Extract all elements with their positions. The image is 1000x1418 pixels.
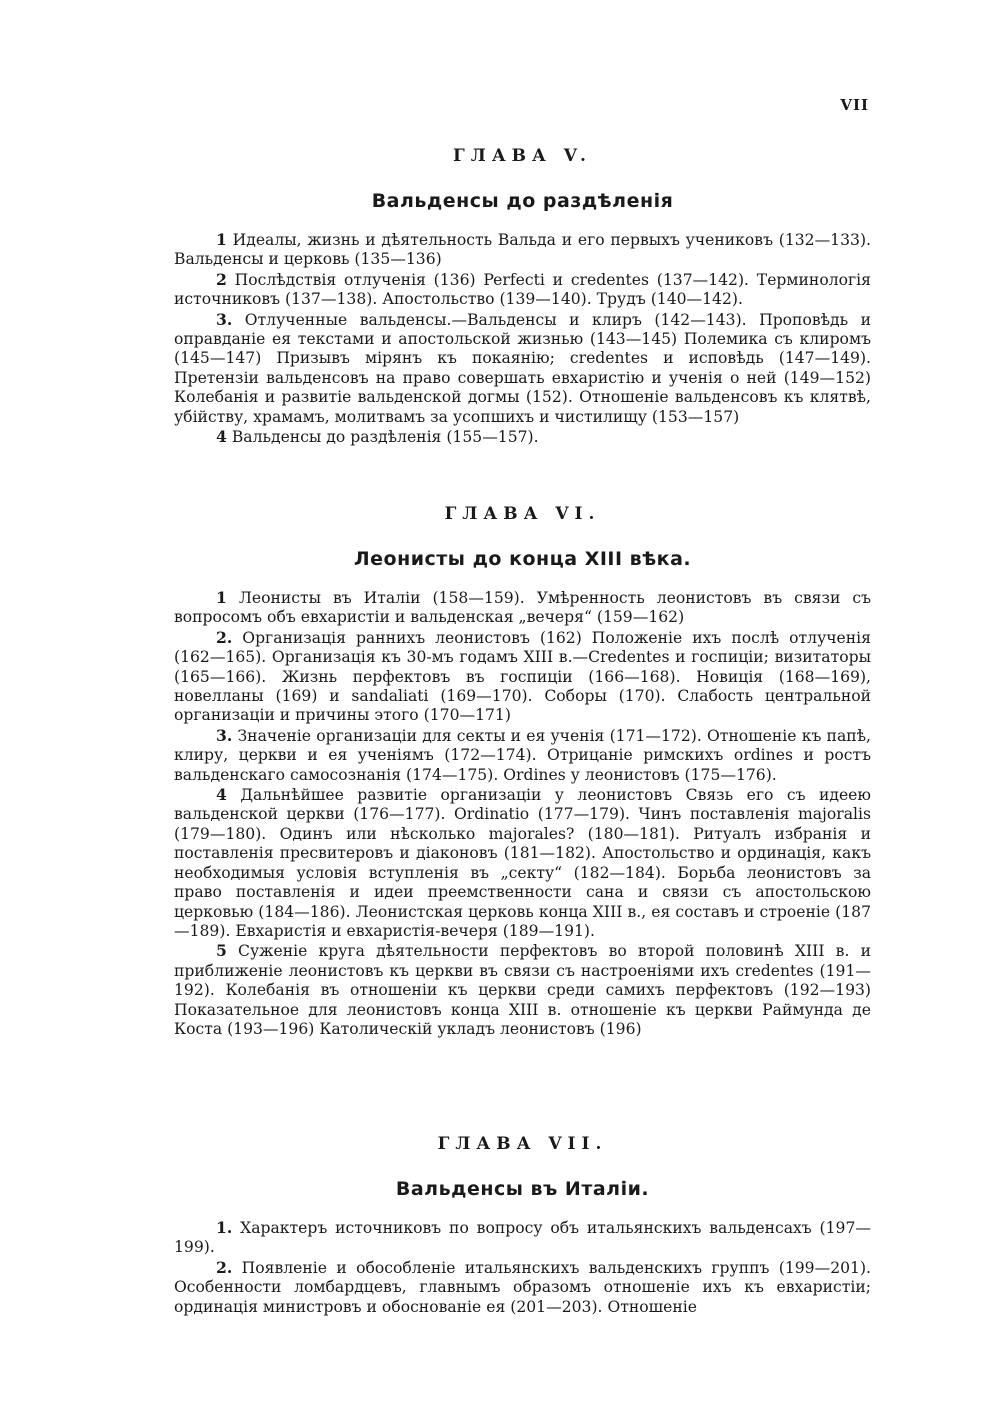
paragraph-number: 4 [216,427,227,447]
paragraph-number: 1 [216,588,227,607]
paragraph [174,1258,871,1317]
paragraph [174,427,871,447]
paragraph [174,588,871,628]
paragraph-text: Идеалы, жизнь и дѣятельность Вальда и его первыхъ учениковъ (132—133). Вальденсы и церковь (135—136) [174,231,871,269]
chapter-7 [174,1134,871,1317]
paragraph [174,1218,871,1258]
paragraph [174,310,871,427]
chapter-6 [174,504,871,1039]
paragraph-text: Леонисты въ Италіи (158—159). Умѣренность леонистовъ въ связи съ вопросомъ объ евхаристіи и вальденская „вечеря“ (159—162) [174,589,871,627]
paragraph-text: Отлученные вальденсы.—Вальденсы и клиръ (142—143). Проповѣдь и оправданіе ея текстами и апостольской жизнью (143—145) Полемика съ клиромъ (145—147) Призывъ мірянъ къ покаянію; credentes и исповѣдь (147—149). Претензіи вальденсовъ на право совершать евхаристію и ученія о ней (149—152) Колебанія и развитіе вальденской догмы (152). Отношеніе вальденсовъ къ клятвѣ, убійству, храмамъ, молитвамъ за усопшихъ и чистилищу (153—157) [174,310,871,426]
paragraph-text: Суженіе круга дѣятельности перфектовъ во второй половинѣ XIII в. и приближеніе леонистовъ къ церкви въ связи съ настроеніями ихъ credentes (191—192). Колебанія въ отношеніи къ церкви среди самихъ перфектовъ (192—193) Показательное для леонистовъ конца XIII в. отношеніе къ церкви Раймунда де Коста (193—196) Католическій укладъ леонистовъ (196) [174,942,871,1038]
paragraph-number: 5 [216,941,227,961]
paragraph-number: 4 [216,785,227,805]
chapter-5 [174,146,871,447]
paragraph [174,941,871,1039]
paragraph-text: Появленіе и обособленіе итальянскихъ вальденскихъ группъ (199—201). Особенности ломбардцевъ, главнымъ образомъ отношеніе ихъ къ евхаристіи; ординація министровъ и обоснованіе ея (201—203). Отношеніе [174,1258,871,1316]
paragraph-number: 2 [216,269,227,289]
chapter-title: Вальденсы въ Италіи. [395,1178,650,1200]
page-number: VII [840,96,869,114]
paragraph-text: Значеніе организаціи для секты и ея ученія (171—172). Отношеніе къ папѣ, клиру, церкви и ея ученіямъ (172—174). Отрицаніе римскихъ ordines и ростъ вальденскаго самосознанія (174—175). Ordines у леонистовъ (175—176). [174,726,871,784]
paragraph [174,270,871,310]
paragraph-text: Послѣдствія отлученія (136) Perfecti и credentes (137—142). Терминологія источниковъ (137—138). Апостольство (139—140). Трудъ (140—142). [174,270,871,309]
chapter-title: Леонисты до конца XIII вѣка. [353,548,692,570]
paragraph [174,726,871,785]
paragraph-number: 2. [216,1257,233,1277]
chapter-label: ГЛАВА VII. [437,1134,608,1154]
paragraph-number: 1 [216,230,227,249]
chapter-label: ГЛАВА V. [453,146,592,166]
paragraph-text: Характеръ источниковъ по вопросу объ итальянскихъ вальденсахъ (197—199). [174,1219,871,1257]
paragraph-number: 3. [216,309,233,329]
paragraph-number: 1. [216,1218,233,1237]
paragraph [174,785,871,941]
paragraph-number: 3. [216,725,233,745]
paragraph-text: Организація раннихъ леонистовъ (162) Положеніе ихъ послѣ отлученія (162—165). Организація къ 30-мъ годамъ XIII в.—Credentes и госпиціи; визитаторы (165—166). Жизнь перфектовъ въ госпиціи (166—168). Новиція (168—169), новелланы (169) и sandaliati (169—170). Соборы (170). Слабость центральной организаціи и причины этого (170—171) [174,628,871,725]
paragraph-number: 2. [216,627,233,647]
paragraph-text: Вальденсы до раздѣленія (155—157). [231,428,539,447]
paragraph [174,230,871,270]
paragraph-text: Дальнѣйшее развитіе организаціи у леонистовъ Связь его съ идеею вальденской церкви (176—177). Ordinatio (177—179). Чинъ поставленія majoralis (179—180). Одинъ или нѣсколько majorales? (180—181). Ритуалъ избранія и поставленія пресвитеровъ и діаконовъ (181—182). Апостольство и ординація, какъ необходимыя условія вступленія въ „секту“ (182—184). Борьба леонистовъ за право поставленія и идеи преемственности сана и связи съ апостольскою церковью (184—186). Леонистская церковь конца XIII в., ея составъ и строеніе (187—189). Евхаристія и евхаристія-вечеря (189—191). [174,786,871,940]
paragraph [174,628,871,726]
chapter-label: ГЛАВА VI. [444,504,601,524]
chapter-title: Вальденсы до раздѣленія [371,190,674,212]
